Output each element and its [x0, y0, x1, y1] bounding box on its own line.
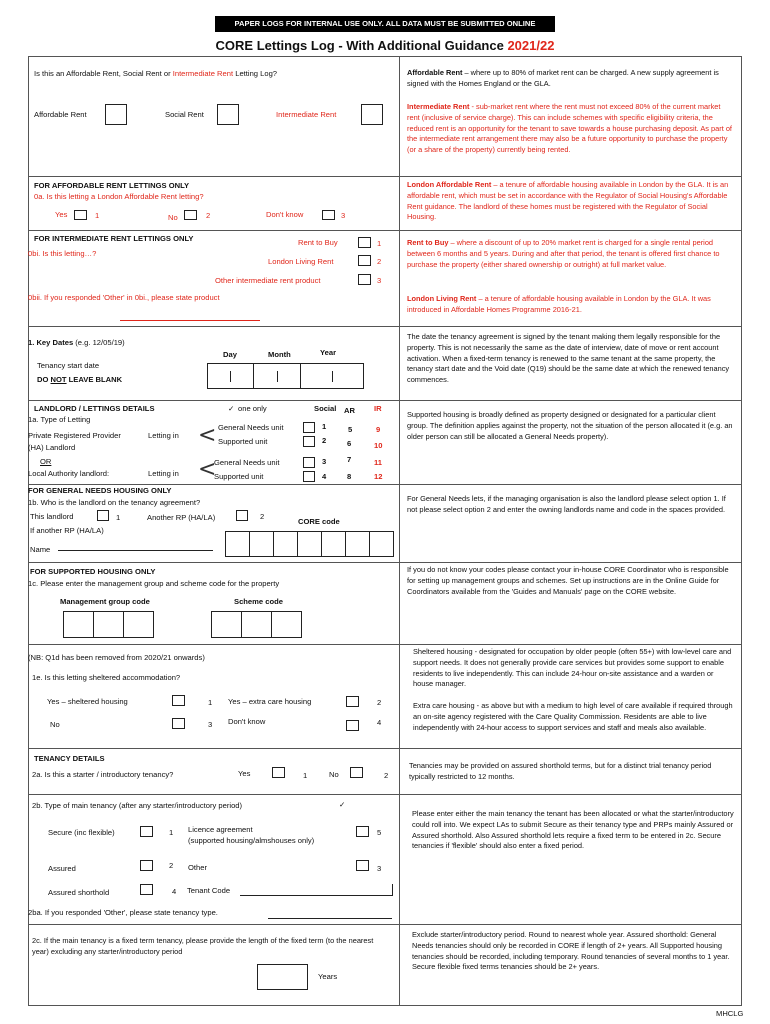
- footer-code: MHCLG: [716, 1009, 744, 1018]
- starter-no-checkbox[interactable]: [350, 767, 363, 778]
- social-rent-checkbox[interactable]: [217, 104, 239, 125]
- prp-line2: (HA) Landlord: [28, 443, 76, 452]
- another-rp-code: 2: [260, 512, 265, 521]
- tick-icon: ✓: [228, 404, 235, 413]
- starter-yes-code: 1: [303, 771, 308, 780]
- q2a-label: 2a. Is this a starter / introductory tenancy?: [32, 770, 174, 779]
- q1b-label: 1b. Who is the landlord on the tenancy agreement?: [28, 498, 201, 507]
- management-group-digit[interactable]: [123, 611, 154, 638]
- guidance-extra-care-housing: Extra care housing - as above but with a medium to high level of care available if required through an on-site agency registered with the Care Quality Commission. Residents are able to live independently with 24-hour access to support services and staff and meals also available.: [413, 701, 733, 732]
- q0a-yes-checkbox[interactable]: [74, 210, 87, 220]
- prp-line1: Private Registered Provider: [28, 431, 121, 440]
- starter-yes-label: Yes: [238, 769, 251, 778]
- title-year: 2021/22: [507, 38, 555, 53]
- starter-no-label: No: [329, 770, 339, 779]
- other-intermediate-checkbox[interactable]: [358, 274, 371, 285]
- sheltered-yes-checkbox[interactable]: [172, 695, 185, 706]
- la-general-needs-label: General Needs unit: [214, 458, 280, 467]
- affordable-rent-label: Affordable Rent: [34, 110, 87, 119]
- divider: [28, 400, 741, 401]
- q2c-label: 2c. If the main tenancy is a fixed term tenancy, please provide the length of the fixed term (to the nearest year) excluding any starter/introductory period: [32, 936, 374, 956]
- day-label: Day: [223, 350, 237, 359]
- core-code-digit[interactable]: [369, 531, 394, 557]
- divider: [28, 748, 741, 749]
- general-needs-heading: FOR GENERAL NEEDS HOUSING ONLY: [28, 486, 172, 495]
- core-code-digit[interactable]: [297, 531, 322, 557]
- starter-yes-checkbox[interactable]: [272, 767, 285, 778]
- secure-checkbox[interactable]: [140, 826, 153, 837]
- q1a-label: 1a. Type of Letting: [28, 415, 91, 424]
- key-dates-label: 1. Key Dates (e.g. 12/05/19): [28, 338, 125, 347]
- london-living-rent-label: London Living Rent: [268, 257, 334, 266]
- code-1: 1: [322, 422, 327, 431]
- sheltered-yes-code: 1: [208, 698, 213, 707]
- code-4: 4: [322, 472, 327, 481]
- assured-shorthold-code: 4: [172, 887, 177, 896]
- landlord-name-input[interactable]: [58, 550, 213, 551]
- management-group-digit[interactable]: [63, 611, 94, 638]
- divider: [28, 562, 741, 563]
- one-only-label: one only: [238, 404, 267, 413]
- this-landlord-code: 1: [116, 513, 121, 522]
- sheltered-yes-label: Yes – sheltered housing: [47, 697, 128, 706]
- scheme-code-digit[interactable]: [211, 611, 242, 638]
- licence-line1: Licence agreement: [188, 825, 253, 834]
- other-tenancy-checkbox[interactable]: [356, 860, 369, 871]
- supported-housing-heading: FOR SUPPORTED HOUSING ONLY: [30, 567, 156, 576]
- affordable-lettings-heading: FOR AFFORDABLE RENT LETTINGS ONLY: [34, 181, 190, 190]
- q0a-no-code: 2: [206, 211, 211, 220]
- sheltered-no-checkbox[interactable]: [172, 718, 185, 729]
- divider: [28, 230, 741, 231]
- q0a-dont-know-label: Don't know: [266, 210, 304, 219]
- q0a-no-label: No: [168, 213, 178, 222]
- guidance-key-dates: The date the tenancy agreement is signed by the tenant making them legally responsible for the property. This is not necessarily the same as the date of interview, date of move or rent account activation. When a fixed-term tenancy is renewed to the same tenant at the same property, the tenancy start date and the Void date (Q19) should be the same date at which the renewed tenancy commences.: [407, 332, 730, 385]
- prp-supported-label: Supported unit: [218, 437, 268, 446]
- year-label: Year: [320, 348, 337, 357]
- scheme-code-label: Scheme code: [234, 597, 283, 606]
- name-label: Name: [30, 545, 51, 554]
- other-intermediate-label: Other intermediate rent product: [215, 276, 321, 285]
- sheltered-dont-know-label: Don't know: [228, 717, 266, 726]
- core-code-digit[interactable]: [225, 531, 250, 557]
- q0a-yes-label: Yes: [55, 210, 68, 219]
- code-9: 9: [376, 425, 381, 434]
- tick-icon: ✓: [339, 800, 346, 809]
- divider: [28, 794, 741, 795]
- prp-letting-in: Letting in: [148, 431, 179, 440]
- another-rp-checkbox[interactable]: [236, 510, 248, 521]
- other-tenancy-label: Other: [188, 863, 207, 872]
- divider: [28, 644, 741, 645]
- q0a-yes-code: 1: [95, 211, 100, 220]
- q0a-dont-know-code: 3: [341, 211, 346, 220]
- or-label: OR: [40, 457, 52, 466]
- extra-care-label: Yes – extra care housing: [228, 697, 312, 706]
- guidance-rent-to-buy: Rent to Buy – where a discount of up to 20% market rent is charged for a single rental period between 6 months and 5 years. During and after that period, the tenant is offered first chance to purchase the property (either shared ownership or outright) at full market value.: [407, 238, 720, 269]
- other-tenancy-code: 3: [377, 864, 382, 873]
- if-another-rp-label: If another RP (HA/LA): [30, 526, 104, 535]
- ar-column-label: AR: [344, 406, 355, 415]
- secure-code: 1: [169, 828, 174, 837]
- assured-shorthold-label: Assured shorthold: [48, 888, 110, 897]
- day-input[interactable]: [207, 363, 254, 389]
- core-code-digit[interactable]: [273, 531, 298, 557]
- sheltered-no-label: No: [50, 720, 60, 729]
- code-8: 8: [347, 472, 352, 481]
- divider: [28, 56, 741, 57]
- q0bii-input-line[interactable]: [120, 320, 260, 321]
- rent-to-buy-checkbox[interactable]: [358, 237, 371, 248]
- landlord-heading: LANDLORD / LETTINGS DETAILS: [34, 404, 155, 413]
- guidance-london-affordable-rent: London Affordable Rent – a tenure of affordable housing available in London by the GLA. It is an affordable rent, which must be set in accordance with the Regulator of Social Housing's Affordable Rent guidance. The landlord of these homes must be registered with the Regulator of Social Housing.: [407, 180, 729, 222]
- right-border: [741, 56, 742, 1006]
- secure-label: Secure (inc flexible): [48, 828, 115, 837]
- q2ba-label: 2ba. If you responded 'Other', please state tenancy type.: [28, 908, 218, 917]
- letting-type-checkbox-1[interactable]: [303, 422, 315, 433]
- extra-care-code: 2: [377, 698, 382, 707]
- guidance-intermediate-rent: Intermediate Rent - sub-market rent where the rent must not exceed 80% of the current market rent (inclusive of service charge). This can include schemes with specific eligibility criteria, the reduced rent is an opportunity for the tenant to save towards a house purchasing deposit. As part of the intermediate rent arrangement there may also be a future opportunity to purchase the property (or a share of the property) currently being rented.: [407, 102, 732, 155]
- licence-checkbox[interactable]: [356, 826, 369, 837]
- this-landlord-checkbox[interactable]: [97, 510, 109, 521]
- guidance-sheltered-housing: Sheltered housing - designated for occupation by older people (often 55+) with low-level care and support needs. It does not generally provide care services but provides some support to enable residents to live independently. This can include 24-hour on-site assistance and a warden or house manager.: [413, 647, 732, 689]
- starter-no-code: 2: [384, 771, 389, 780]
- core-code-digit[interactable]: [249, 531, 274, 557]
- licence-line2: (supported housing/almshouses only): [188, 836, 315, 845]
- tenancy-details-heading: TENANCY DETAILS: [34, 754, 105, 763]
- licence-code: 5: [377, 828, 382, 837]
- intermediate-rent-checkbox[interactable]: [361, 104, 383, 125]
- la-letting-in: Letting in: [148, 469, 179, 478]
- extra-care-checkbox[interactable]: [346, 696, 359, 707]
- tenant-code-input[interactable]: [240, 895, 392, 896]
- other-tenancy-type-input[interactable]: [268, 918, 392, 919]
- code-10: 10: [374, 441, 383, 450]
- nb-q1d-removed: (NB: Q1d has been removed from 2020/21 onwards): [28, 653, 205, 662]
- core-code-digit[interactable]: [345, 531, 370, 557]
- do-not-leave-blank: DO NOT LEAVE BLANK: [37, 375, 123, 384]
- core-code-input[interactable]: [226, 531, 394, 557]
- scheme-code-digit[interactable]: [241, 611, 272, 638]
- q0bii-question: 0bii. If you responded 'Other' in 0bi., please state product: [28, 293, 220, 302]
- code-6: 6: [347, 439, 352, 448]
- another-rp-label: Another RP (HA/LA): [147, 513, 216, 522]
- letting-type-checkbox-3[interactable]: [303, 457, 315, 468]
- code-12: 12: [374, 472, 383, 481]
- divider: [28, 1005, 741, 1006]
- brace-icon: <: [198, 423, 217, 448]
- q0a-dont-know-checkbox[interactable]: [322, 210, 335, 220]
- left-border: [28, 56, 29, 1006]
- this-landlord-label: This landlord: [30, 512, 74, 521]
- core-code-digit[interactable]: [321, 531, 346, 557]
- scheme-code-digit[interactable]: [271, 611, 302, 638]
- divider: [28, 326, 741, 327]
- other-intermediate-code: 3: [377, 276, 382, 285]
- month-input[interactable]: [253, 363, 301, 389]
- guidance-london-living-rent: London Living Rent – a tenure of affordable housing available in London by the GLA. It was introduced in Affordable Homes Programme 2016-21.: [407, 294, 711, 314]
- q2b-label: 2b. Type of main tenancy (after any starter/introductory period): [32, 801, 243, 810]
- code-11: 11: [374, 458, 383, 467]
- social-column-label: Social: [314, 404, 337, 413]
- fixed-term-years-input[interactable]: [257, 964, 308, 990]
- q1e-label: 1e. Is this letting sheltered accommodation?: [32, 673, 181, 682]
- ir-column-label: IR: [374, 404, 382, 413]
- q0bi-question: 0bi. Is this letting…?: [28, 249, 97, 258]
- london-living-rent-checkbox[interactable]: [358, 255, 371, 266]
- letting-type-checkbox-4[interactable]: [303, 471, 315, 482]
- management-group-digit[interactable]: [93, 611, 124, 638]
- rent-to-buy-label: Rent to Buy: [298, 238, 338, 247]
- rent-type-question: Is this an Affordable Rent, Social Rent or Intermediate Rent Letting Log?: [34, 69, 278, 78]
- code-3: 3: [322, 457, 327, 466]
- management-group-label: Management group code: [60, 597, 150, 606]
- brace-icon: <: [198, 457, 217, 482]
- q0a-question: 0a. Is this letting a London Affordable Rent letting?: [34, 192, 204, 201]
- divider: [28, 484, 741, 485]
- scheme-code-input[interactable]: [212, 611, 302, 638]
- code-5: 5: [348, 425, 353, 434]
- assured-code: 2: [169, 861, 174, 870]
- letting-type-checkbox-2[interactable]: [303, 436, 315, 447]
- guidance-supported-housing-definition: Supported housing is broadly defined as property designed or designated for a particular client group. The definition applies against the property, not the situation of the person allocated it (e.g. an older person can still be allocated a General Needs property).: [407, 410, 733, 441]
- la-label: Local Authority landlord:: [28, 469, 110, 478]
- assured-checkbox[interactable]: [140, 860, 153, 871]
- years-label: Years: [318, 972, 338, 981]
- sheltered-no-code: 3: [208, 720, 213, 729]
- guidance-main-tenancy: Please enter either the main tenancy the tenant has been allocated or what the starter/introductory could roll into. We expect LAs to submit Secure as their tenancy type and PRPs mainly Assured or Assured shorthold. Also Assured shorthold lets require a fixed term to be entered in 2c. Secure tenancies if 'flexible' should also enter a fixed period.: [412, 809, 734, 851]
- prp-general-needs-label: General Needs unit: [218, 423, 284, 432]
- la-supported-label: Supported unit: [214, 472, 264, 481]
- banner: PAPER LOGS FOR INTERNAL USE ONLY. ALL DATA MUST BE SUBMITTED ONLINE: [215, 16, 555, 32]
- title-main: CORE Lettings Log - With Additional Guidance: [215, 38, 508, 53]
- intermediate-rent-label: Intermediate Rent: [276, 110, 337, 119]
- sheltered-dont-know-checkbox[interactable]: [346, 720, 359, 731]
- tenant-code-input-end: [392, 884, 393, 896]
- code-7: 7: [347, 455, 352, 464]
- social-rent-label: Social Rent: [165, 110, 204, 119]
- divider: [28, 176, 741, 177]
- month-label: Month: [268, 350, 291, 359]
- affordable-rent-checkbox[interactable]: [105, 104, 127, 125]
- q0a-no-checkbox[interactable]: [184, 210, 197, 220]
- guidance-general-needs: For General Needs lets, if the managing organisation is also the landlord please select option 1. If not please select option 2 and enter the owning landlords name and code in the spaces provided.: [407, 494, 726, 514]
- tenancy-start-label: Tenancy start date: [37, 361, 100, 370]
- assured-shorthold-checkbox[interactable]: [140, 884, 153, 895]
- column-divider: [399, 56, 400, 1006]
- guidance-starter-tenancy: Tenancies may be provided on assured shorthold terms, but for a distinct trial tenancy period typically restricted to 12 months.: [409, 761, 712, 781]
- tenant-code-label: Tenant Code: [187, 886, 231, 895]
- year-input[interactable]: [300, 363, 364, 389]
- page-title: [0, 38, 770, 53]
- tenancy-start-date-field[interactable]: [208, 363, 364, 389]
- intermediate-lettings-heading: FOR INTERMEDIATE RENT LETTINGS ONLY: [34, 234, 194, 243]
- guidance-supported-housing-codes: If you do not know your codes please contact your in-house CORE Coordinator who is responsible for setting up management groups and schemes. Set up instructions are in the Online Guide for Coordinators available from the 'Guides and Manuals' page on the CORE website.: [407, 565, 729, 596]
- management-group-input[interactable]: [64, 611, 154, 638]
- guidance-fixed-term: Exclude starter/introductory period. Round to nearest whole year. Assured shorthold: General Needs tenancies should only be recorded in CORE if length of 2+ years. All Supported housing tenancies should be recorded, including temporary. Round tenancies of several months to 1 year. Secure flexible fixed terms tenancies should be 2+ years.: [412, 930, 730, 972]
- assured-label: Assured: [48, 864, 76, 873]
- sheltered-dont-know-code: 4: [377, 718, 382, 727]
- rent-to-buy-code: 1: [377, 239, 382, 248]
- london-living-rent-code: 2: [377, 257, 382, 266]
- core-code-label: CORE code: [298, 517, 340, 526]
- divider: [28, 924, 741, 925]
- guidance-affordable-rent: Affordable Rent – where up to 80% of market rent can be charged. A new supply agreement is signed with the Homes England or the GLA.: [407, 68, 719, 88]
- q1c-label: 1c. Please enter the management group and scheme code for the property: [28, 579, 280, 588]
- code-2: 2: [322, 436, 327, 445]
